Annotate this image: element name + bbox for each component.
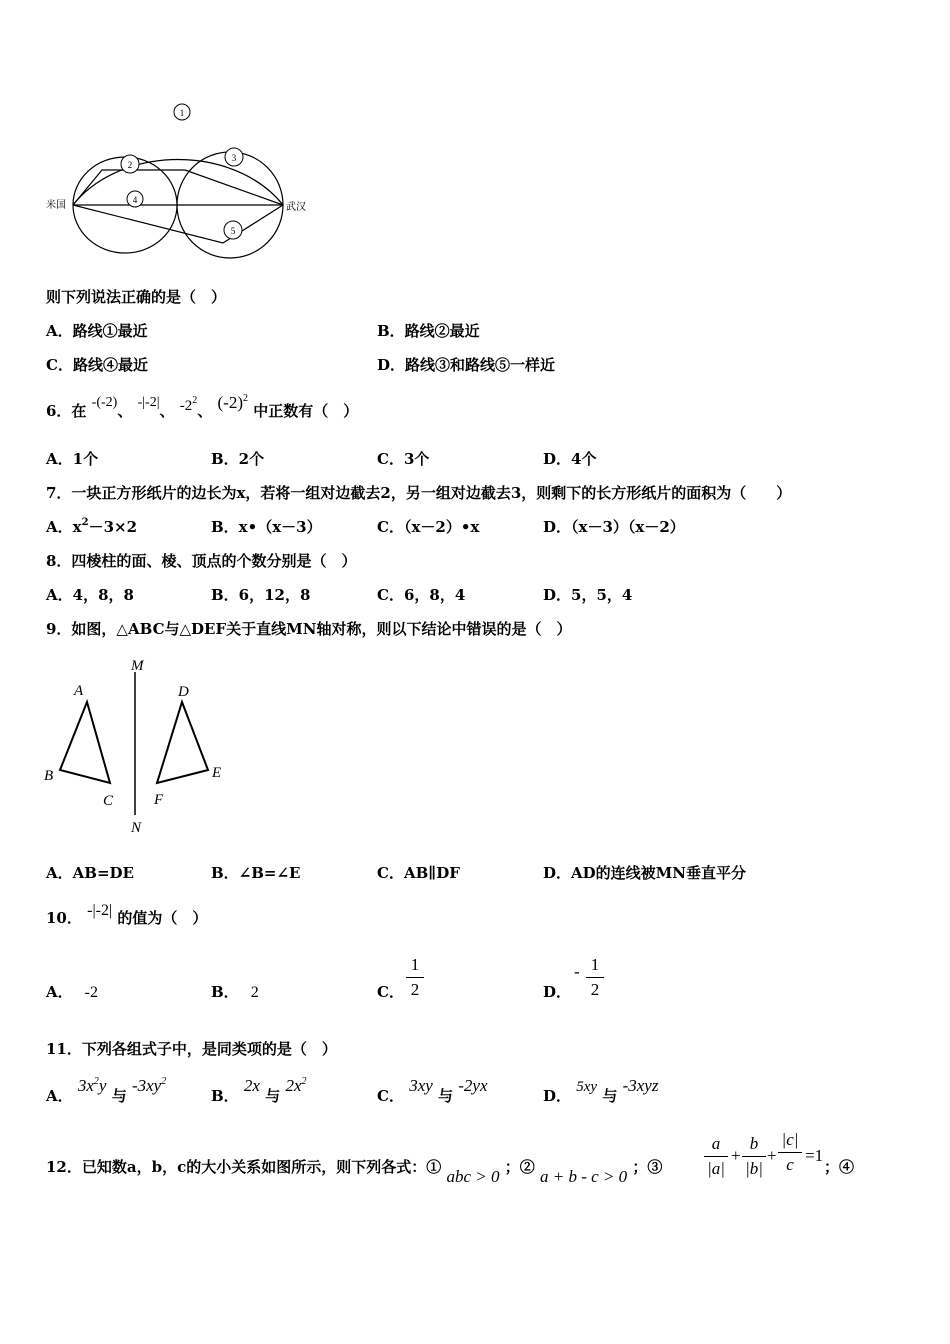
q6-option-b[interactable]: B．2个 (211, 450, 265, 468)
label-f: F (154, 792, 164, 808)
q11-option-d[interactable]: D． 5xy 与 -3xyz (543, 1076, 659, 1105)
q10-number: 10． (46, 909, 82, 927)
q10-option-d-fraction[interactable]: 1 2 (586, 955, 604, 1000)
svg-text:1: 1 (179, 108, 185, 118)
q12-fraction-a: a |a| (704, 1134, 728, 1179)
q8-option-a[interactable]: A．4，8，8 (46, 586, 134, 604)
q11-option-a[interactable]: A． $3x^2y$ 与 $-3xy^2$ (46, 1076, 167, 1105)
q8-option-d[interactable]: D．5，5，4 (543, 586, 633, 604)
q10-option-c-fraction[interactable]: 1 2 (406, 955, 424, 1000)
q6-expr-2: -|-2| (137, 395, 160, 410)
symmetry-figure (40, 650, 240, 840)
q7-option-d[interactable]: D．（x－3）（x－2） (543, 518, 685, 536)
label-wuhan: 武汉 (286, 202, 306, 213)
q10-option-d-label[interactable]: D． (543, 983, 572, 1001)
route-label-3 (225, 148, 243, 166)
q12-expr-2: a + b - c > 0 (539, 1167, 628, 1186)
label-usa: 米国 (46, 200, 66, 211)
q5-option-b[interactable]: B．路线②最近 (377, 322, 480, 340)
q6-option-d[interactable]: D．4个 (543, 450, 597, 468)
q10-option-d-sign: - (574, 962, 580, 981)
svg-text:4: 4 (132, 195, 138, 205)
q12-sep-4: ；④ (824, 1158, 855, 1176)
triangle-abc (60, 702, 110, 783)
q11-option-b[interactable]: B． 2x 与 $2x^2$ (211, 1076, 307, 1105)
label-c: C (103, 793, 114, 809)
q10-option-b[interactable]: B． 2 (211, 983, 259, 1001)
label-e: E (212, 765, 222, 781)
label-d: D (178, 684, 189, 700)
q6-expr-3: $-2^2$ (179, 395, 198, 414)
q9-stem: 9．如图，△ABC与△DEF关于直线MN轴对称，则以下结论中错误的是（ ） (46, 620, 572, 638)
q9-option-b[interactable]: B．∠B=∠E (211, 864, 301, 882)
q10-expr: -|-2| (87, 902, 113, 919)
q12-stem: 12．已知数a，b，c的大小关系如图所示，则下列各式：① abc > 0 ；② a + b - c > 0 ；③ (46, 1158, 663, 1186)
q12-plus-1: + (731, 1146, 741, 1165)
q10-stem (46, 902, 208, 928)
q6-number: 6．在 (46, 402, 87, 420)
q11-stem: 11．下列各组式子中，是同类项的是（ ） (46, 1040, 337, 1058)
q6-expr-4: $(-2)^2$ (217, 393, 248, 412)
q6-tail: 中正数有（ ） (253, 402, 359, 420)
svg-text:2: 2 (127, 160, 133, 170)
q6-option-a[interactable]: A．1个 (46, 450, 99, 468)
q5-stem: 则下列说法正确的是（ ） (46, 288, 227, 306)
q12-equals: =1 (805, 1146, 824, 1165)
q6-expr-1: -(-2) (91, 395, 118, 410)
label-n: N (131, 820, 142, 836)
label-a: A (74, 683, 84, 699)
q6-stem: 6．在 -(-2)、 -|-2|、 $-2^2$、 $(-2)^2$ 中正数有（ ） (46, 393, 359, 420)
q7-option-a[interactable]: A．$x^2-3\times 2$ (46, 517, 138, 536)
q5-option-c[interactable]: C．路线④最近 (46, 356, 148, 374)
q9-option-d[interactable]: D．AD的连线被MN垂直平分 (543, 864, 746, 882)
svg-text:5: 5 (230, 226, 236, 236)
route-label-4 (127, 191, 143, 207)
q8-option-c[interactable]: C．6，8，4 (377, 586, 466, 604)
route-5-line (73, 205, 283, 243)
q9-option-c[interactable]: C．AB∥DF (377, 864, 460, 882)
route-figure (40, 100, 330, 260)
route-2-line (73, 170, 283, 205)
q7-option-b[interactable]: B．x•（x－3） (211, 518, 322, 536)
route-label-2 (121, 155, 139, 173)
q7-stem: 7．一块正方形纸片的边长为x，若将一组对边截去2，另一组对边截去3，则剩下的长方形纸片的面积为（ ） (46, 484, 792, 502)
q5-option-d[interactable]: D．路线③和路线⑤一样近 (377, 356, 556, 374)
q12-fraction-c: |c| c (778, 1130, 802, 1175)
q11-option-c[interactable]: C． 3xy 与 -2yx (377, 1076, 488, 1105)
q12-expr-1: abc > 0 (446, 1167, 500, 1186)
q12-plus-2: + (767, 1146, 777, 1165)
route-label-1 (174, 104, 190, 120)
q10-option-a[interactable]: A． -2 (46, 983, 98, 1001)
q12-fraction-b: b |b| (742, 1134, 766, 1179)
label-m: M (131, 658, 144, 674)
q7-option-c[interactable]: C．（x－2）•x (377, 518, 480, 536)
q9-option-a[interactable]: A．AB=DE (46, 864, 134, 882)
q5-option-a[interactable]: A．路线①最近 (46, 322, 148, 340)
q10-tail: 的值为（ ） (117, 909, 208, 927)
q6-option-c[interactable]: C．3个 (377, 450, 430, 468)
q10-option-c-label[interactable]: C． (377, 983, 404, 1001)
label-b: B (44, 768, 54, 784)
q8-option-b[interactable]: B．6，12，8 (211, 586, 311, 604)
q8-stem: 8．四棱柱的面、棱、顶点的个数分别是（ ） (46, 552, 357, 570)
svg-text:3: 3 (231, 153, 237, 163)
triangle-def (157, 702, 208, 783)
route-label-5 (224, 221, 242, 239)
